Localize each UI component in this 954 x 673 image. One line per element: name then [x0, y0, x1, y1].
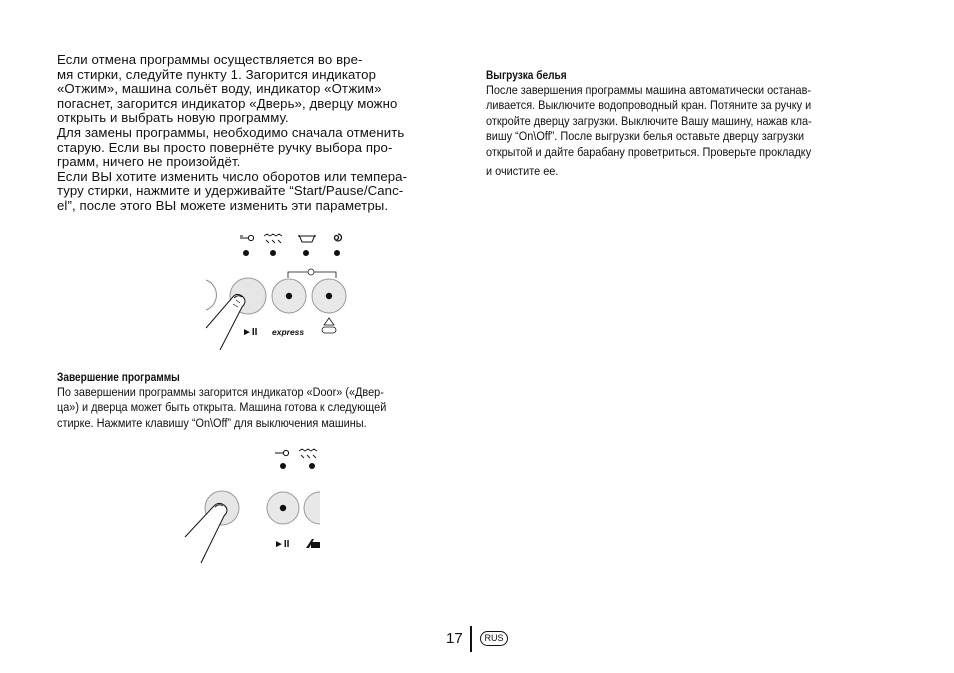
text-line: вишу “On\Off”. После выгрузки белья оставьте дверцу загрузки: [486, 129, 805, 144]
express-icon: [306, 539, 320, 548]
button-dot: [326, 293, 332, 299]
led-indicator: [243, 250, 249, 256]
bracket-symbol: [308, 269, 314, 275]
unloading-heading: Выгрузка белья: [486, 70, 567, 82]
text-line: и очистите ее.: [486, 164, 559, 179]
control-panel-figure-2: [183, 445, 320, 567]
spin-icon: [335, 234, 342, 241]
door-lock-icon: [275, 450, 289, 455]
text-line: открытой и дайте барабану проветриться. Проверьте прокладку: [486, 144, 812, 159]
text-line: туру стирки, нажмите и удерживайте “Start/Pause/Canc-: [57, 183, 404, 199]
wash-tub-icon: [298, 235, 316, 242]
finger-icon: [206, 294, 245, 350]
led-indicator: [280, 463, 286, 469]
partial-button-edge: [304, 492, 320, 524]
text-line: старую. Если вы просто повернёте ручку выбора про-: [57, 139, 393, 155]
start-pause-label: ►II: [274, 539, 290, 550]
text-line: Если ВЫ хотите изменить число оборотов или темпера-: [57, 168, 408, 184]
program-end-heading: Завершение программы: [57, 372, 180, 384]
rinse-icon: [299, 449, 317, 458]
led-indicator: [309, 463, 315, 469]
text-line: ливается. Выключите водопроводный кран. Потяните за ручку и: [486, 98, 812, 113]
rinse-icon: [264, 234, 282, 243]
text-line: грамм, ничего не произойдёт.: [57, 154, 241, 170]
text-line: После завершения программы машина автоматически останав-: [486, 83, 812, 97]
footer-divider: [470, 626, 472, 652]
led-indicator: [334, 250, 340, 256]
led-indicator: [303, 250, 309, 256]
partial-button-edge: [206, 280, 216, 310]
text-line: открыть и выбрать новую программу.: [57, 110, 289, 126]
intro-paragraph: [57, 53, 471, 214]
text-line: «Отжим», машина сольёт воду, индикатор «Отжим»: [57, 81, 382, 97]
unloading-paragraph: [486, 83, 812, 179]
text-line: Если отмена программы осуществляется во вре-: [57, 52, 363, 67]
text-line: погаснет, загорится индикатор «Дверь», дверцу можно: [57, 95, 398, 111]
door-lock-icon: [240, 235, 254, 240]
express-label: express: [272, 327, 305, 337]
text-line: мя стирки, следуйте пункту 1. Загорится индикатор: [57, 66, 377, 82]
temperature-plus-icon: [322, 318, 336, 333]
button-dot: [286, 293, 292, 299]
button-dot: [280, 505, 286, 511]
text-line: откройте дверцу загрузки. Выключите Вашу машину, нажав кла-: [486, 113, 812, 128]
page-number: 17: [446, 630, 463, 647]
text-line: По завершении программы загорится индикатор «Door» («Двер-: [57, 385, 384, 399]
text-line: el”, после этого ВЫ можете изменить эти параметры.: [57, 197, 389, 213]
text-line: стирке. Нажмите клавишу “On\Off” для выключения машины.: [57, 415, 367, 430]
text-line: Для замены программы, необходимо сначала отменить: [57, 124, 405, 140]
start-pause-label: ►II: [242, 327, 258, 338]
language-badge: RUS: [480, 631, 508, 646]
control-panel-figure-1: [196, 228, 358, 356]
led-indicator: [270, 250, 276, 256]
text-line: ца») и дверца может быть открыта. Машина готова к следующей: [57, 400, 387, 415]
program-end-paragraph: [57, 385, 386, 431]
